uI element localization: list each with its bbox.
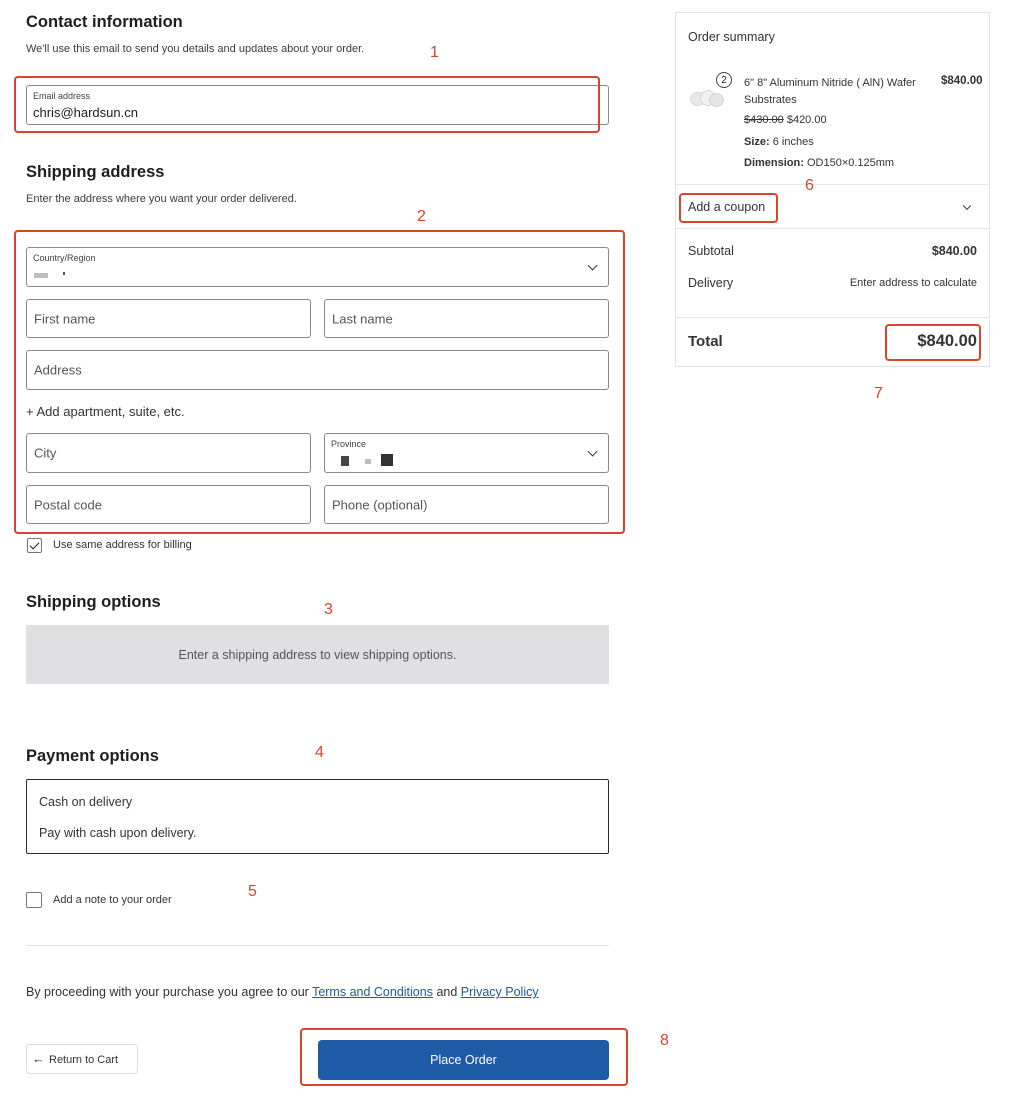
legal-text	[26, 985, 539, 999]
dimension-value: OD150×0.125mm	[806, 157, 895, 169]
coupon-label: Add a coupon	[688, 200, 766, 214]
legal-and: and	[436, 985, 458, 999]
total-value: $840.00	[917, 332, 977, 350]
order-note-checkbox[interactable]	[26, 892, 42, 908]
return-to-cart-label: Return to Cart	[49, 1054, 119, 1066]
subtotal-value: $840.00	[931, 244, 977, 258]
legal-prefix: By proceeding with your purchase you agree to our	[26, 985, 309, 999]
product-image	[690, 88, 724, 108]
product-prices	[744, 114, 827, 126]
product-line-total: $840.00	[941, 75, 983, 87]
subtotal-label: Subtotal	[688, 244, 734, 258]
contact-subtitle: We'll use this email to send you details and updates about your order.	[26, 43, 365, 55]
shipping-options-title: Shipping options	[26, 593, 161, 611]
last-name-placeholder: Last name	[332, 311, 393, 326]
sale-price: $420.00	[786, 114, 827, 126]
payment-method-label: Cash on delivery	[39, 795, 133, 809]
annotation-box-7	[885, 324, 981, 361]
payment-method-description: Pay with cash upon delivery.	[39, 826, 197, 840]
return-to-cart-button[interactable]	[26, 1044, 138, 1074]
address-placeholder: Address	[34, 362, 82, 378]
contact-title: Contact information	[26, 13, 183, 31]
email-label: Email address	[33, 91, 91, 101]
privacy-link[interactable]: Privacy Policy	[460, 985, 539, 999]
phone-placeholder: Phone (optional)	[332, 497, 428, 512]
divider	[675, 317, 990, 318]
annotation-number-2: 2	[417, 208, 426, 225]
divider	[675, 228, 990, 229]
annotation-box-6	[679, 193, 778, 223]
arrow-left-icon: ←	[32, 1051, 45, 1066]
same-billing-checkbox[interactable]	[27, 538, 42, 553]
postal-code-placeholder: Postal code	[34, 497, 102, 512]
total-label: Total	[688, 333, 723, 350]
city-placeholder: City	[34, 445, 57, 461]
divider	[26, 945, 609, 946]
size-value: 6 inches	[772, 136, 814, 148]
original-price: $430.00	[744, 114, 784, 126]
dimension-key: Dimension:	[744, 157, 804, 169]
shipping-title: Shipping address	[26, 163, 165, 181]
order-note-label: Add a note to your order	[53, 894, 172, 906]
order-summary-title: Order summary	[688, 30, 775, 44]
annotation-number-1: 1	[430, 44, 439, 61]
annotation-number-4: 4	[315, 744, 324, 761]
annotation-box-1	[14, 76, 600, 133]
product-name: 6" 8" Aluminum Nitride ( AlN) Wafer Substrates	[744, 77, 916, 106]
delivery-label: Delivery	[688, 276, 734, 290]
delivery-value: Enter address to calculate	[849, 277, 977, 289]
size-key: Size:	[744, 136, 770, 148]
annotation-number-5: 5	[248, 883, 257, 900]
annotation-box-2	[14, 230, 625, 534]
payment-option-cod[interactable]	[26, 779, 609, 854]
chevron-down-icon	[963, 201, 971, 209]
shipping-options-placeholder	[26, 625, 609, 684]
terms-link[interactable]: Terms and Conditions	[312, 985, 433, 999]
quantity-badge: 2	[716, 72, 732, 88]
annotation-number-8: 8	[660, 1032, 669, 1049]
annotation-number-6: 6	[805, 177, 814, 194]
add-apartment-link[interactable]: + Add apartment, suite, etc.	[26, 404, 185, 419]
annotation-box-8	[300, 1028, 628, 1086]
payment-title: Payment options	[26, 747, 159, 765]
email-value: chris@hardsun.cn	[33, 105, 138, 120]
place-order-label: Place Order	[430, 1053, 497, 1067]
province-label: Province	[331, 439, 367, 449]
annotation-number-3: 3	[324, 601, 333, 618]
shipping-options-message: Enter a shipping address to view shipping options.	[178, 647, 457, 662]
same-billing-label: Use same address for billing	[53, 539, 192, 551]
product-size	[744, 136, 814, 148]
country-label: Country/Region	[33, 253, 96, 263]
first-name-placeholder: First name	[34, 311, 96, 326]
shipping-subtitle: Enter the address where you want your order delivered.	[26, 193, 297, 205]
product-dimension	[744, 157, 894, 169]
annotation-number-7: 7	[874, 385, 883, 402]
